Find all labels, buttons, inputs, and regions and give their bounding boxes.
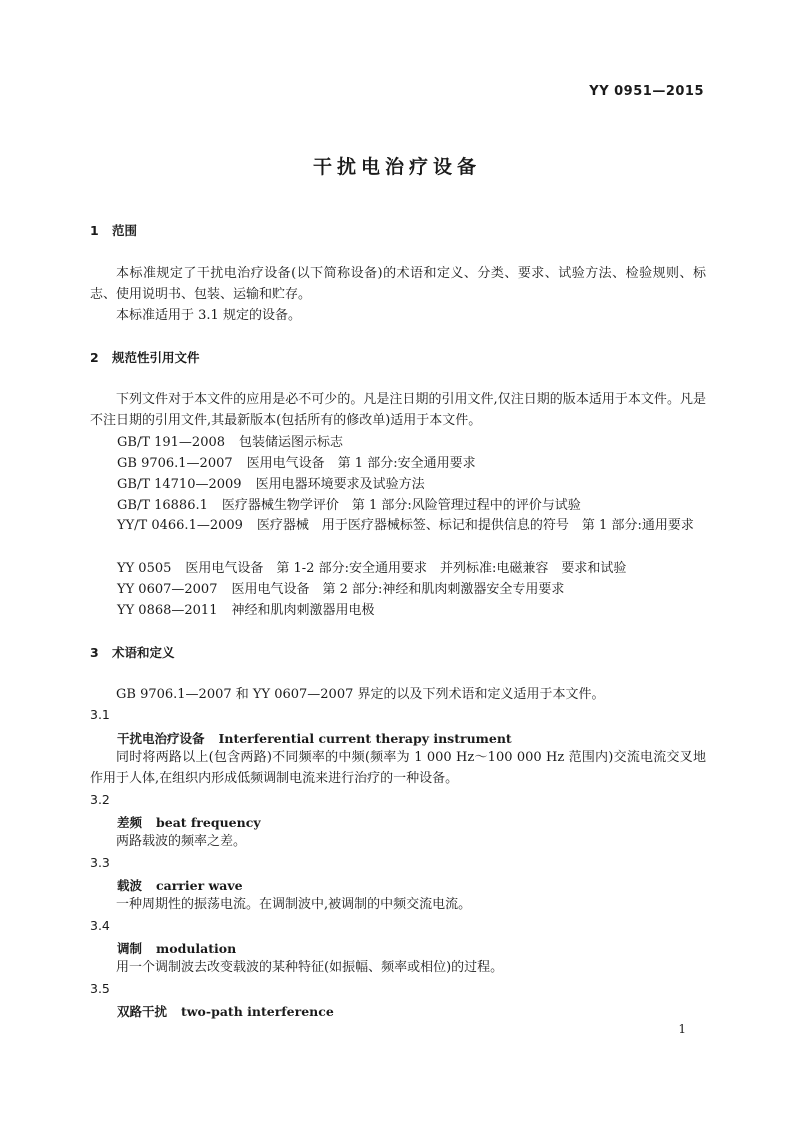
term-en: two-path interference [181,1004,334,1019]
term-cn: 载波 [117,878,143,893]
clause-number: 3.1 [90,707,110,722]
reference-title: 医用电气设备 第 2 部分:神经和肌肉刺激器安全专用要求 [231,582,565,597]
reference-item [117,599,374,618]
reference-code: YY/T 0466.1—2009 [117,518,243,533]
reference-item [117,494,581,513]
reference-item [117,473,425,492]
reference-code: GB/T 16886.1 [117,498,208,513]
reference-code: GB 9706.1—2007 [117,456,233,471]
clause-number: 3.2 [90,792,110,807]
term-cn: 调制 [117,941,143,956]
section-title: 术语和定义 [112,645,175,660]
clause-number: 3.3 [90,855,110,870]
section-title: 规范性引用文件 [112,350,200,365]
term-definition: 用一个调制波去改变载波的某种特征(如振幅、频率或相位)的过程。 [116,960,504,975]
term-cn: 干扰电治疗设备 [117,731,205,746]
reference-item [117,431,343,450]
reference-item [117,578,564,597]
clause-number: 3.4 [90,918,110,933]
section-number: 2 [90,350,99,365]
reference-code: GB/T 191—2008 [117,435,226,450]
section-title: 范围 [112,223,138,238]
document-title: 干扰电治疗设备 [312,156,481,178]
term-definition: 同时将两路以上(包含两路)不同频率的中频(频率为 1 000 Hz～100 000 Hz 范围内)交流电流交叉地作用于人体,在组织内形成低频调制电流来进行治疗的一种设备。 [90,750,706,786]
reference-item [90,515,706,536]
term-cn: 双路干扰 [117,1004,168,1019]
term-definition: 两路载波的频率之差。 [116,834,247,849]
clause-number: 3.5 [90,981,110,996]
term-en: Interferential current therapy instrument [218,731,512,746]
section-1-heading [90,221,137,239]
page-number: 1 [678,1022,686,1036]
reference-item [117,557,626,576]
section-number: 3 [90,645,99,660]
term-en: beat frequency [156,815,261,830]
section-2-paragraph-1: 下列文件对于本文件的应用是必不可少的。凡是注日期的引用文件,仅注日期的版本适用于本文件。凡是不注日期的引用文件,其最新版本(包括所有的修改单)适用于本文件。 [90,392,706,428]
section-3-paragraph-1: GB 9706.1—2007 和 YY 0607—2007 界定的以及下列术语和定义适用于本文件。 [116,687,605,702]
reference-title: 医用电器环境要求及试验方法 [255,477,425,492]
reference-title: 包装储运图示标志 [239,435,344,450]
term-en: carrier wave [156,878,243,893]
reference-title: 神经和肌肉刺激器用电极 [231,603,375,618]
reference-title: 医用电气设备 第 1-2 部分:安全通用要求 并列标准:电磁兼容 要求和试验 [185,561,627,576]
term-en: modulation [156,941,237,956]
reference-item [117,452,476,471]
section-3-heading [90,643,175,661]
section-1-paragraph-2: 本标准适用于 3.1 规定的设备。 [116,308,301,323]
section-number: 1 [90,223,99,238]
reference-code: GB/T 14710—2009 [117,477,242,492]
reference-code: YY 0868—2011 [117,603,218,618]
reference-code: YY 0607—2007 [117,582,218,597]
reference-title: 医用电气设备 第 1 部分:安全通用要求 [246,456,476,471]
standard-code: YY 0951—2015 [589,84,704,99]
section-2-heading [90,348,200,366]
term-cn: 差频 [117,815,143,830]
reference-title: 医疗器械生物学评价 第 1 部分:风险管理过程中的评价与试验 [221,498,581,513]
term-heading [117,729,512,747]
reference-title: 医疗器械 用于医疗器械标签、标记和提供信息的符号 第 1 部分:通用要求 [256,518,694,533]
term-heading [117,876,243,894]
reference-code: YY 0505 [117,561,172,576]
term-definition: 一种周期性的振荡电流。在调制波中,被调制的中频交流电流。 [116,897,472,912]
term-heading [117,939,236,957]
term-heading [117,813,261,831]
section-1-paragraph-1: 本标准规定了干扰电治疗设备(以下简称设备)的术语和定义、分类、要求、试验方法、检验规则、标志、使用说明书、包装、运输和贮存。 [90,266,706,302]
term-heading [117,1002,334,1020]
